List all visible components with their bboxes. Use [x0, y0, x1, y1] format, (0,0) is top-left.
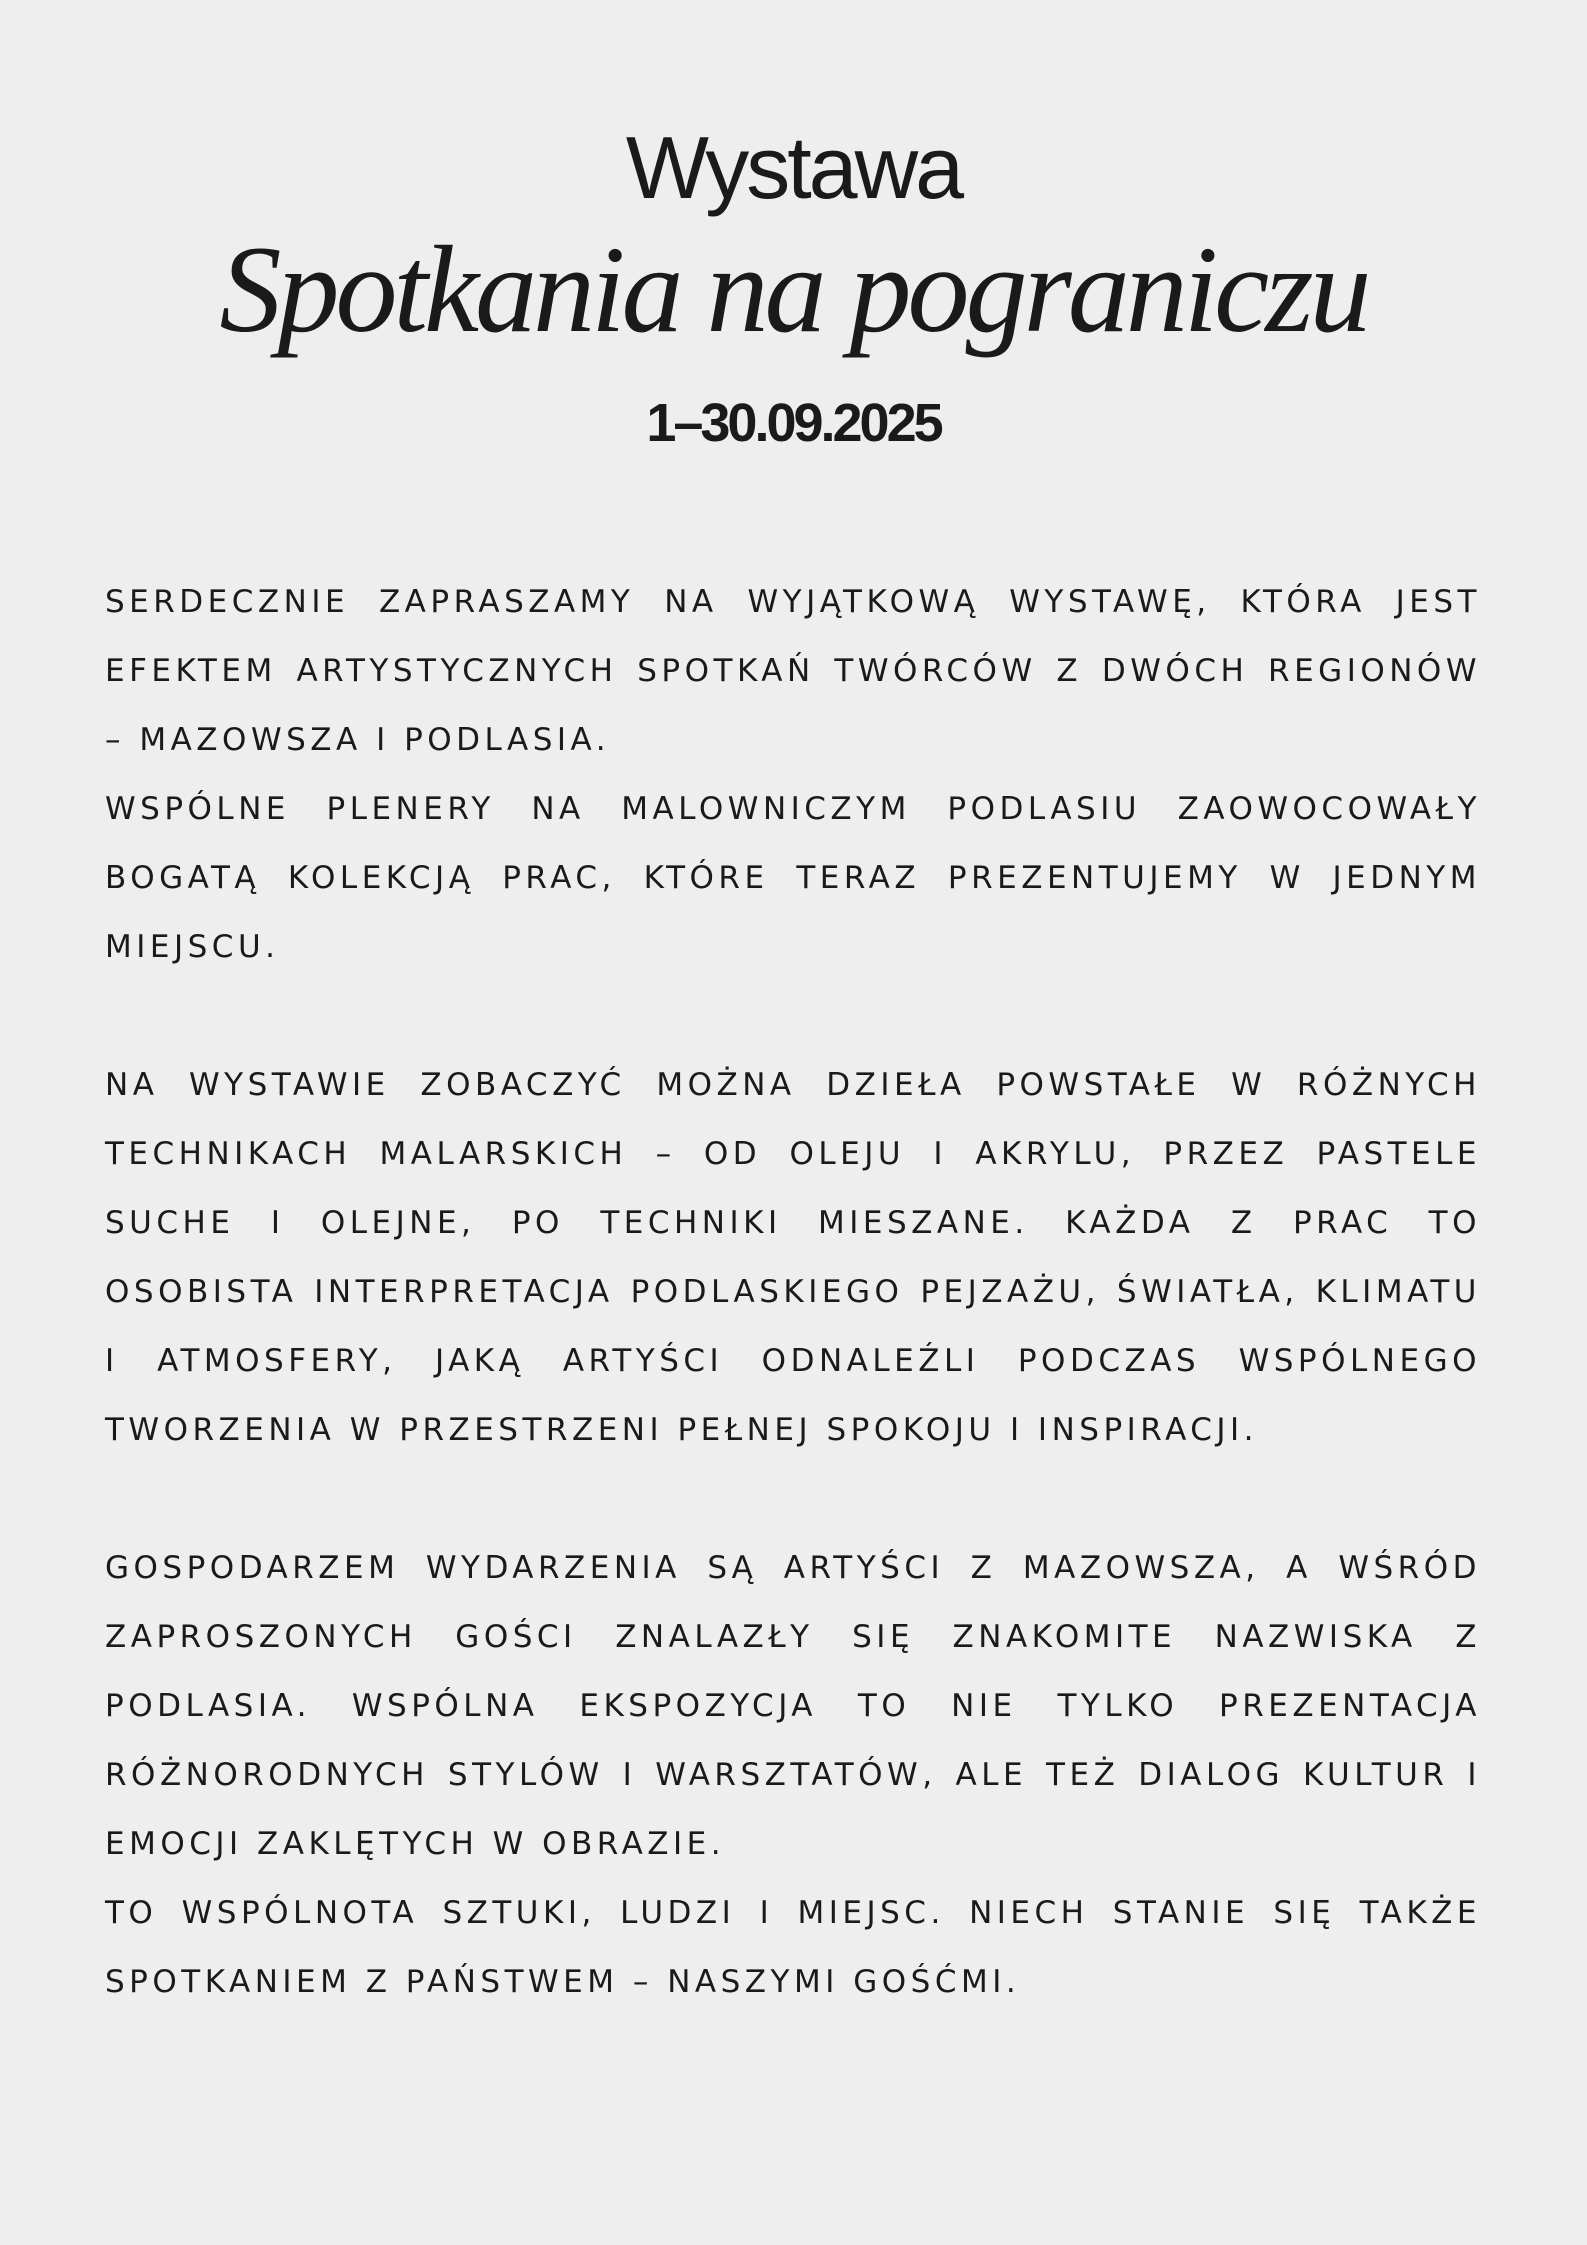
paragraph-plenery: WSPÓLNE PLENERY NA MALOWNICZYM PODLASIU ZAOWOCOWAŁY BOGATĄ KOLEKCJĄ PRAC, KTÓRE TERAZ PREZENTUJEMY W JEDNYM MIEJSCU.: [105, 791, 1481, 965]
paragraph-intro: SERDECZNIE ZAPRASZAMY NA WYJĄTKOWĄ WYSTAWĘ, KTÓRA JEST EFEKTEM ARTYSTYCZNYCH SPOTKAŃ TWÓRCÓW Z DWÓCH REGIONÓW – MAZOWSZA I PODLASIA.: [105, 584, 1481, 758]
exhibition-date: 1–30.09.2025: [646, 393, 941, 453]
paragraph-hosts: GOSPODARZEM WYDARZENIA SĄ ARTYŚCI Z MAZOWSZA, A WŚRÓD ZAPROSZONYCH GOŚCI ZNALAZŁY SIĘ ZNAKOMITE NAZWISKA Z PODLASIA. WSPÓLNA EKSPOZYCJA TO NIE TYLKO PREZENTACJA RÓŻNORODNYCH STYLÓW I WARSZTATÓW, ALE TEŻ DIALOG KULTUR I EMOCJI ZAKLĘTYCH W OBRAZIE.: [105, 1550, 1481, 1862]
paragraph-techniques: NA WYSTAWIE ZOBACZYĆ MOŻNA DZIEŁA POWSTAŁE W RÓŻNYCH TECHNIKACH MALARSKICH – OD OLEJU I AKRYLU, PRZEZ PASTELE SUCHE I OLEJNE, PO TECHNIKI MIESZANE. KAŻDA Z PRAC TO OSOBISTA INTERPRETACJA PODLASKIEGO PEJZAŻU, ŚWIATŁA, KLIMATU I ATMOSFERY, JAKĄ ARTYŚCI ODNALEŹLI PODCZAS WSPÓLNEGO TWORZENIA W PRZESTRZENI PEŁNEJ SPOKOJU I INSPIRACJI.: [105, 1067, 1481, 1448]
paragraph-closing: TO WSPÓLNOTA SZTUKI, LUDZI I MIEJSC. NIECH STANIE SIĘ TAKŻE SPOTKANIEM Z PAŃSTWEM – NASZYMI GOŚĆMI.: [105, 1895, 1481, 2000]
exhibition-title: Spotkania na pograniczu: [219, 221, 1368, 358]
poster-header: [0, 118, 1587, 458]
exhibition-kicker: Wystawa: [625, 118, 962, 217]
invitation-text: [105, 568, 1481, 2017]
